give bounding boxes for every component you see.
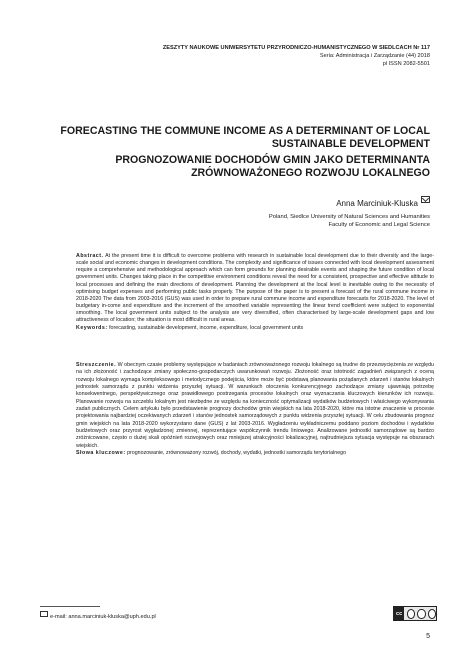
abstract-text: At the present time it is difficult to overcome problems with research in sustainable local development due to their diversity and the large-scale social and economic changes in development conditions. The complexity and significance of issues connected with local development assessment require a comprehensive and methodological approach which can form grounds for planning desirable events and shaping the future condition of local government units. Changes taking place in the competitive environment conditions reveal the need for a consistent, prospective and effective attitude to local processes and defining the main directions of development. Planning the development at the local level is inevitable owing to the necessity of optimising budget expenses and performing public tasks properly. The purpose of the paper is to present a forecast of the rural commune income in 2018-2020 The data from 2003-2016 (GUS) was used in order to prepare rural commune income and expenditure forecasts for 2018-2020. The level of budgetary in-come and expenditure and the increment of the smoothed variable representing the linear trend coefficient were subject to exponential smoothing. The local government units subject to the analysis are very diversified, often characterised by large-scale development gaps and low attractiveness of location; the situation is most difficult in rural areas. [76,253,434,324]
abstract-paragraph [76,253,434,325]
keywords-label: Keywords: [76,324,108,331]
slowa-kluczowe-label: Słowa kluczowe: [76,450,126,457]
footnote-divider [40,606,100,607]
author-line [336,196,430,208]
envelope-icon [40,611,48,617]
title-english: FORECASTING THE COMMUNE INCOME AS A DETERMINANT OF LOCAL SUSTAINABLE DEVELOPMENT [60,125,430,150]
affiliation [269,214,430,229]
streszczenie-text-rest: Złożoność oraz istotność zagadnień związanych z oceną rozwoju lokalnego wymaga kompleksowego i metodycznego podejścia, które może być podstawą planowania pożądanych zdarzeń i stanów lokalnych jednostek samorządu z punktu widzenia przyszłej sytuacji. W warunkach otoczenia konkurencyjnego zachodzące zmiany ujawniają potrzebę konsekwentnego, perspektywicznego oraz prawidłowego postrzegania procesów lokalnych oraz wyznaczania kluczowych kierunków ich rozwoju. Planowanie rozwoju na szczeblu lokalnym jest niezbędne ze względu na konieczność optymalizacji wydatków budżetowych i właściwego wykonywania zadań publicznych. Celem artykułu było przedstawienie prognozy dochodów gmin wiejskich na lata 2018-2020, które ma istotne znaczenie w procesie projektowania najbardziej oczekiwanych zdarzeń i stanów jednostek samorządowych z punktu widzenia przyszłej sytuacji. W celu zbudowania prognoz gmin wiejskich na lata 2018-2020 wykorzystano dane (GUS) z lat 2003-2016. Wygładzeniu wykładniczemu poddano poziom dochodów i wydatków budżetowych oraz przyrost wygładzonej zmiennej, reprezentujące współczynnik trendu liniowego. Analizowane jednostki samorządowe są bardzo zróżnicowane, często o dużej skali opóźnień rozwojowych oraz mniejszej atrakcyjności lokalizacyjnej, najtrudniejsza sytuacja występuje na obszarach wiejskich. [76,369,434,449]
author-name: Anna Marciniuk-Kluska [336,199,418,208]
title-block [40,125,430,180]
abstract-label: Abstract. [76,253,104,259]
creative-commons-badge [393,606,437,621]
slowa-kluczowe-paragraph [76,450,434,457]
cc-logo-icon: cc [394,607,404,620]
noderivatives-icon [428,609,436,619]
journal-name: ZESZYTY NAUKOWE UNIWERSYTETU PRZYRODNICZO-HUMANISTYCZNEGO W SIEDLCACH Nr 117 [162,45,430,51]
streszczenie-paragraph [76,362,434,450]
streszczenie-label: Streszczenie. [76,362,117,368]
journal-issn: pl ISSN 2082-5501 [382,61,430,67]
affiliation-line-1: Poland, Siedlce University of Natural Sciences and Humanities [268,214,430,220]
attribution-icon [407,609,415,619]
noncommercial-icon [417,609,425,619]
footnote [40,611,156,620]
streszczenie-section [76,362,434,457]
footnote-email: e-mail: anna.marciniuk-kluska@uph.edu.pl [50,614,156,620]
title-polish: PROGNOZOWANIE DOCHODÓW GMIN JAKO DETERMINANTA ZRÓWNOWAŻONEGO ROZWOJU LOKALNEGO [115,154,430,179]
keywords-paragraph [76,325,434,332]
journal-header [30,44,430,68]
affiliation-line-2: Faculty of Economic and Legal Science [328,221,430,228]
streszczenie-text-first: W obecnym czasie problemy występujące w badaniach zrównoważonego rozwoju lokalnego są trudne do przezwyciężenia ze względu na ich złożoność i zachodzące zmiany społeczno-gospodarczych uwarunkowań rozwoju. [76,362,434,376]
page-number: 5 [426,633,430,640]
abstract-section [76,253,434,332]
slowa-kluczowe-text: prognozowanie, zrównoważony rozwój, dochody, wydatki, jednostki samorządu terytorialnego [127,450,347,457]
journal-series: Seria: Administracja i Zarządzanie (44) 2018 [319,53,430,59]
envelope-icon [421,196,430,203]
keywords-text: forecasting, sustainable development, income, expenditure, local government units [109,324,304,331]
